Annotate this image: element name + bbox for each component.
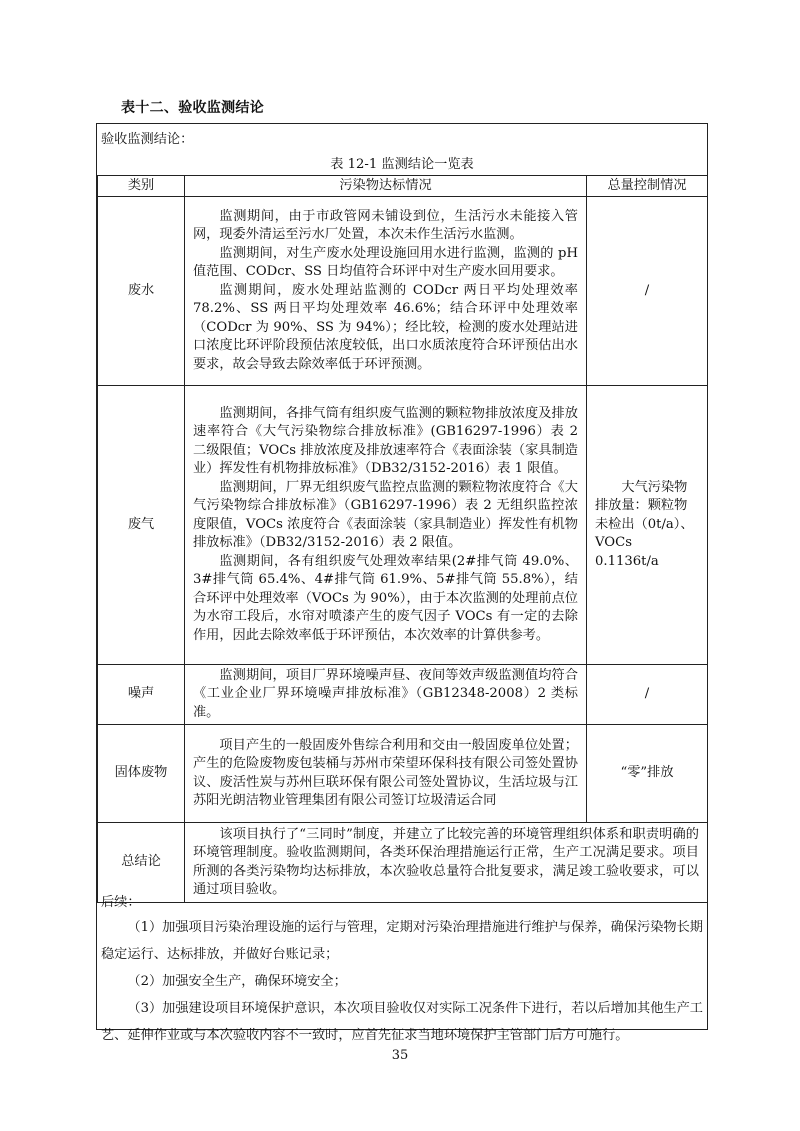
frame-label: 验收监测结论：: [101, 132, 194, 147]
compliance-cell: [185, 725, 587, 823]
table-row-solid-waste: [98, 725, 708, 823]
paragraph: 监测期间，由于市政管网未铺设到位，生活污水未能接入管网，现委外清运至污水厂处置，本次未作生活污水监测。: [193, 208, 578, 243]
conclusion-table: [97, 175, 708, 903]
control-cell: “零”排放: [587, 725, 708, 823]
category-cell: 固体废物: [98, 725, 185, 823]
paragraph: 监测期间，厂界无组织废气监控点监测的颗粒物浓度符合《大气污染物综合排放标准》（GB16297-1996）表 2 无组织监控浓度限值，VOCs 浓度符合《表面涂装（家具制造业）挥发性有机物排放标准》（DB32/3152-2016）表 2 限值。: [193, 479, 578, 551]
column-header-total-control: 总量控制情况: [587, 176, 708, 197]
table-title: 表 12-1 监测结论一览表: [330, 157, 474, 172]
category-cell: 废水: [98, 197, 185, 386]
category-cell: 噪声: [98, 665, 185, 725]
control-cell: [587, 386, 708, 665]
category-cell: 废气: [98, 386, 185, 665]
compliance-cell: [185, 386, 587, 665]
compliance-cell: [185, 197, 587, 386]
category-cell: 总结论: [98, 823, 185, 903]
paragraph: 监测期间，各排气筒有组织废气监测的颗粒物排放浓度及排放速率符合《大气污染物综合排放标准》(GB16297-1996）表 2 二级限值；VOCs 排放浓度及排放速率符合《表面涂装（家具制造业）挥发性有机物排放标准》（DB32/3152-2016）表 1 限值。: [193, 405, 578, 477]
control-cell: /: [587, 665, 708, 725]
page-number: 35: [391, 1048, 409, 1063]
control-text: 大气污染物排放量：颗粒物未检出（0t/a）、VOCs 0.1136t/a: [595, 479, 694, 569]
column-header-compliance: 污染物达标情况: [185, 176, 587, 197]
control-cell: /: [587, 197, 708, 386]
section-heading: 表十二、验收监测结论: [121, 100, 264, 116]
table-row-waste-gas: [98, 386, 708, 665]
paragraph: 项目产生的一般固废外售综合利用和交由一般固废单位处置；产生的危险废物废包装桶与苏州市荣望环保科技有限公司签处置协议、废活性炭与苏州巨联环保有限公司签处置协议，生活垃圾与江苏阳光朗洁物业管理集团有限公司签订垃圾清运合同: [193, 737, 578, 808]
compliance-cell: [185, 665, 587, 725]
followup-item: （1）加强项目污染治理设施的运行与管理，定期对污染治理措施进行维护与保养，确保污染物长期稳定运行、达标排放，并做好台账记录；: [101, 920, 703, 962]
summary-cell: [185, 823, 708, 903]
paragraph: 监测期间，各有组织废气处理效率结果(2#排气筒 49.0%、3#排气筒 65.4%、4#排气筒 61.9%、5#排气筒 55.8%），结合环评中处理效率（VOCs 为 90%），由于本次监测的处理前点位为水帘工段后，水帘对喷漆产生的废气因子 VOCs 有一定的去除作用，因此去除效率低于环评预估，本次效率的计算供参考。: [193, 553, 578, 643]
followup-item: （3）加强建设项目环境保护意识，本次项目验收仅对实际工况条件下进行，若以后增加其他生产工艺、延伸作业或与本次验收内容不一致时，应首先征求当地环境保护主管部门后方可施行。: [101, 1001, 703, 1043]
conclusion-frame: [96, 123, 708, 1043]
paragraph: 监测期间，对生产废水处理设施回用水进行监测，监测的 pH 值范围、CODcr、SS 日均值符合环评中对生产废水回用要求。: [193, 245, 578, 280]
table-header-row: [98, 176, 708, 197]
column-header-category: 类别: [98, 176, 185, 197]
table-row-noise: [98, 665, 708, 725]
followup-label: 后续：: [101, 895, 141, 910]
followup-item: （2）加强安全生产，确保环境安全；: [127, 974, 347, 989]
paragraph: 监测期间，项目厂界环境噪声昼、夜间等效声级监测值均符合《工业企业厂界环境噪声排放标准》（GB12348-2008）2 类标准。: [193, 667, 578, 720]
table-row-wastewater: [98, 197, 708, 386]
summary-text: 该项目执行了“三同时”制度，并建立了比较完善的环境管理组织体系和职责明确的环境管理制度。验收监测期间，各类环保治理措施运行正常，生产工况满足要求。项目所测的各类污染物均达标排放，本次验收总量符合批复要求，满足竣工验收要求，可以通过项目验收。: [193, 826, 699, 897]
followup-section: [97, 892, 707, 1049]
paragraph: 监测期间，废水处理站监测的 CODcr 两日平均处理效率 78.2%、SS 两日平均处理效率 46.6%；结合环评中处理效率（CODcr 为 90%、SS 为 94%）；经比较，检测的废水处理站进口浓度比环评阶段预估浓度较低，出口水质浓度符合环评预估出水要求，故会导致去除效率低于环评预测。: [193, 282, 578, 372]
table-row-summary: [98, 823, 708, 903]
